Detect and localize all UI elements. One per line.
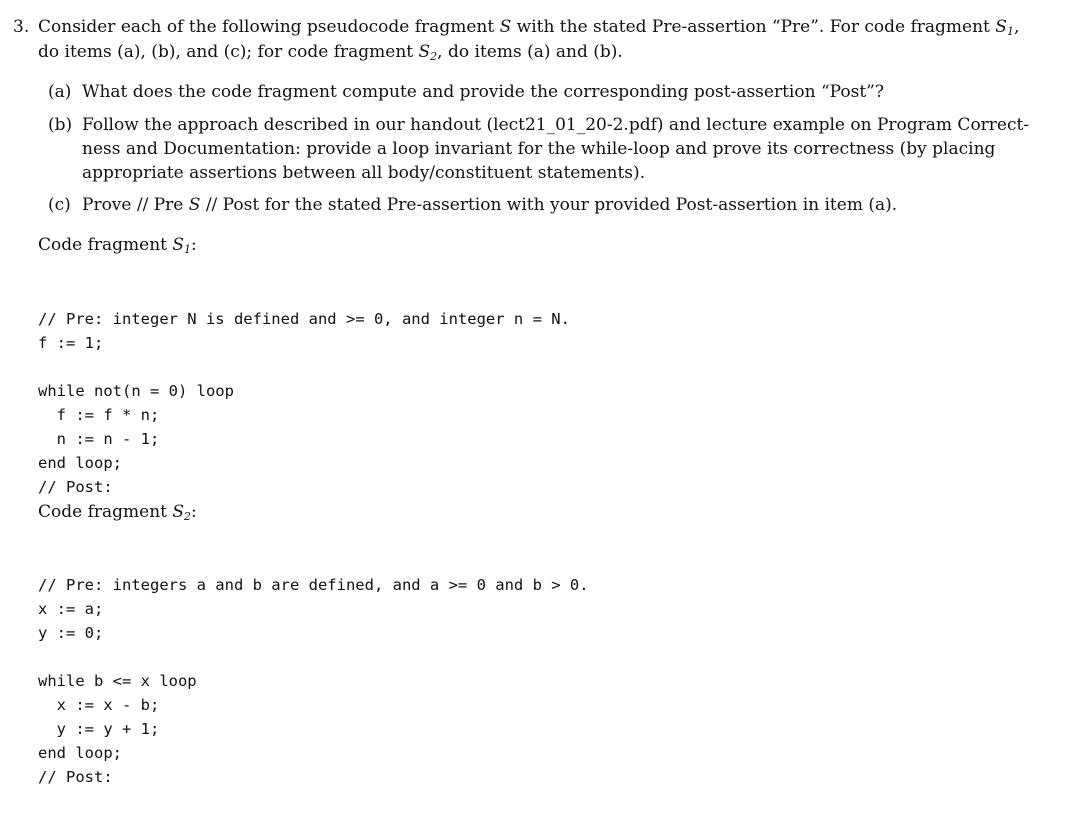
code-line	[38, 355, 570, 379]
item-b-line-2: ness and Documentation: provide a loop invariant for the while-loop and prove its correctness (by placing	[82, 139, 996, 159]
symbol-s: S	[499, 17, 512, 37]
item-c-label: (c)	[48, 195, 71, 215]
code-line: while not(n = 0) loop	[38, 382, 234, 400]
code-line: n := n - 1;	[38, 430, 160, 448]
code-line: // Post:	[38, 768, 113, 786]
code-line: // Pre: integers a and b are defined, and a >= 0 and b > 0.	[38, 576, 589, 594]
code-line	[38, 645, 589, 669]
code-line: end loop;	[38, 454, 122, 472]
code-line: end loop;	[38, 744, 122, 762]
code-line: y := 0;	[38, 624, 104, 642]
fragment-2-heading: Code fragment $S_2$:	[38, 502, 197, 523]
symbol-s: S	[188, 195, 201, 215]
problem-intro-line-1: Consider each of the following pseudocode fragment S with the stated Pre-assertion “Pre”. For code fragment $S_1$,	[38, 17, 1020, 38]
item-b-line-3: appropriate assertions between all body/constituent statements).	[82, 163, 646, 183]
symbol-s2: $S_2$	[418, 42, 438, 63]
fragment-2-code	[38, 549, 589, 813]
item-b-line-1: Follow the approach described in our handout (lect21_01_20-2.pdf) and lecture example on Program Correct-	[82, 115, 1030, 135]
fragment-1-code	[38, 283, 570, 523]
item-b-label: (b)	[48, 115, 73, 135]
code-line: f := 1;	[38, 334, 104, 352]
code-line: // Post:	[38, 478, 113, 496]
symbol-s1: $S_1$	[995, 17, 1014, 38]
code-line: y := y + 1;	[38, 720, 160, 738]
item-c-text: Prove // Pre S // Post for the stated Pre-assertion with your provided Post-assertion in item (a).	[82, 195, 898, 215]
code-line: x := x - b;	[38, 696, 160, 714]
problem-intro-line-2: do items (a), (b), and (c); for code fragment $S_2$, do items (a) and (b).	[38, 42, 623, 63]
code-line: // Pre: integer N is defined and >= 0, and integer n = N.	[38, 310, 570, 328]
item-a-label: (a)	[48, 82, 72, 102]
code-line: x := a;	[38, 600, 104, 618]
item-a-text: What does the code fragment compute and provide the corresponding post-assertion “Post”?	[82, 82, 884, 102]
problem-number: 3.	[13, 17, 30, 37]
code-line: f := f * n;	[38, 406, 160, 424]
fragment-1-heading: Code fragment $S_1$:	[38, 235, 197, 256]
code-line: while b <= x loop	[38, 672, 197, 690]
